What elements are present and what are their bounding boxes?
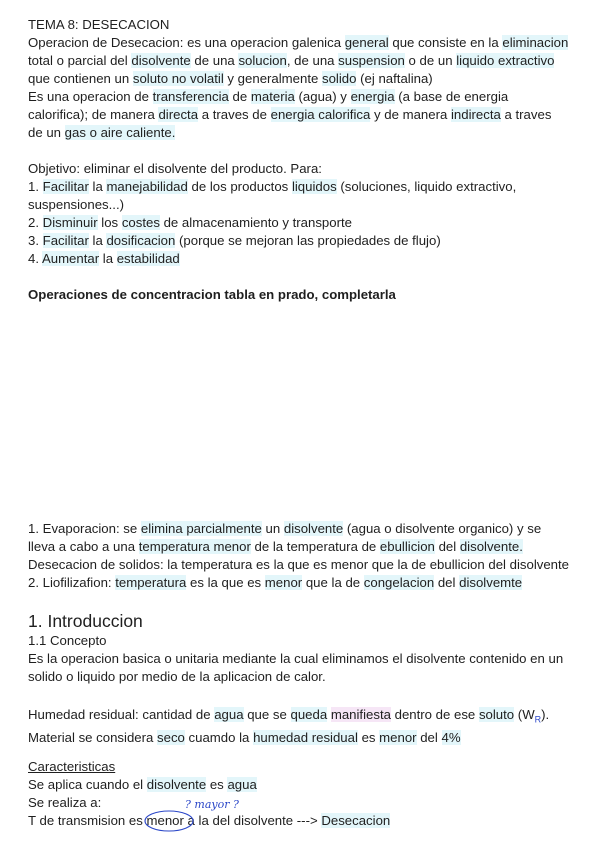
caracteristicas-section: [28, 758, 588, 830]
objetivo-line-1: Objetivo: eliminar el disolvente del producto. Para:: [28, 161, 322, 176]
caracteristicas-line-2: Se realiza a:: [28, 795, 102, 810]
objetivo-paragraph: [28, 160, 588, 268]
objetivo-line-4: 2. Disminuir los costes de almacenamiento y transporte: [28, 215, 352, 230]
handwritten-circle: menor: [147, 812, 184, 830]
objetivo-line-5: 3. Facilitar la dosificacion (porque se mejoran las propiedades de flujo): [28, 233, 441, 248]
objetivo-line-6: 4. Aumentar la estabilidad: [28, 251, 180, 266]
humedad-line-1: Humedad residual: cantidad de agua que se queda manifiesta dentro de ese soluto $(W_R)$.: [28, 707, 550, 725]
handwritten-subscript: R: [534, 714, 542, 725]
operaciones-heading: Operaciones de concentracion tabla en prado, completarla: [28, 287, 396, 302]
lista-line-2: lleva a cabo a una temperatura menor de la temperatura de ebullicion del disolvente.: [28, 539, 523, 554]
lista-paragraph: [28, 520, 588, 592]
concepto-subheading: 1.1 Concepto: [28, 633, 107, 648]
objetivo-line-2: 1. Facilitar la manejabilidad de los productos liquidos (soluciones, liquido extractivo,: [28, 179, 517, 194]
caracteristicas-heading: Caracteristicas: [28, 759, 116, 774]
intro-line-1: Operacion de Desecacion: es una operacion galenica general que consiste en la eliminacion: [28, 35, 569, 50]
document-title: TEMA 8: DESECACION: [28, 17, 170, 32]
caracteristicas-line-3: T de transmision es menor a la del disolvente ---> Desecacion: [28, 812, 588, 830]
intro-line-6: de un gas o aire caliente.: [28, 125, 176, 140]
objetivo-line-3: suspensiones...): [28, 197, 125, 212]
intro-line-4: Es una operacion de transferencia de materia (agua) y energia (a base de energia: [28, 89, 509, 104]
humedad-line-2: Material se considera seco cuamdo la humedad residual es menor del 4%: [28, 729, 461, 745]
lista-line-3: Desecacion de solidos: la temperatura es la que es menor que la de ebullicion del disolvente: [28, 557, 570, 572]
section-heading: 1. Introduccion: [28, 611, 143, 631]
concepto-line-2: Es la operacion basica o unitaria mediante la cual eliminamos el disolvente contenido en un: [28, 651, 564, 666]
intro-line-2: total o parcial del disolvente de una solucion, de una suspension o de un liquido extractivo: [28, 53, 555, 68]
lista-line-4: 2. Liofilizafion: temperatura es la que es menor que la de congelacion del disolvemte: [28, 575, 523, 590]
caracteristicas-line-1: Se aplica cuando el disolvente es agua: [28, 777, 257, 792]
lista-line-1: 1. Evaporacion: se elimina parcialmente un disolvente (agua o disolvente organico) y se: [28, 521, 542, 536]
intro-paragraph: [28, 34, 588, 142]
humedad-paragraph: [28, 706, 588, 747]
concepto-line-3: solido o liquido por medio de la aplicacion de calor.: [28, 669, 326, 684]
intro-line-3: que contienen un soluto no volatil y generalmente solido (ej naftalina): [28, 71, 433, 86]
concepto-paragraph: [28, 632, 588, 686]
intro-line-5: calorifica); de manera directa a traves de energia calorifica y de manera indirecta a traves: [28, 107, 552, 122]
handwritten-annotation: ? mayor ?: [185, 798, 239, 811]
